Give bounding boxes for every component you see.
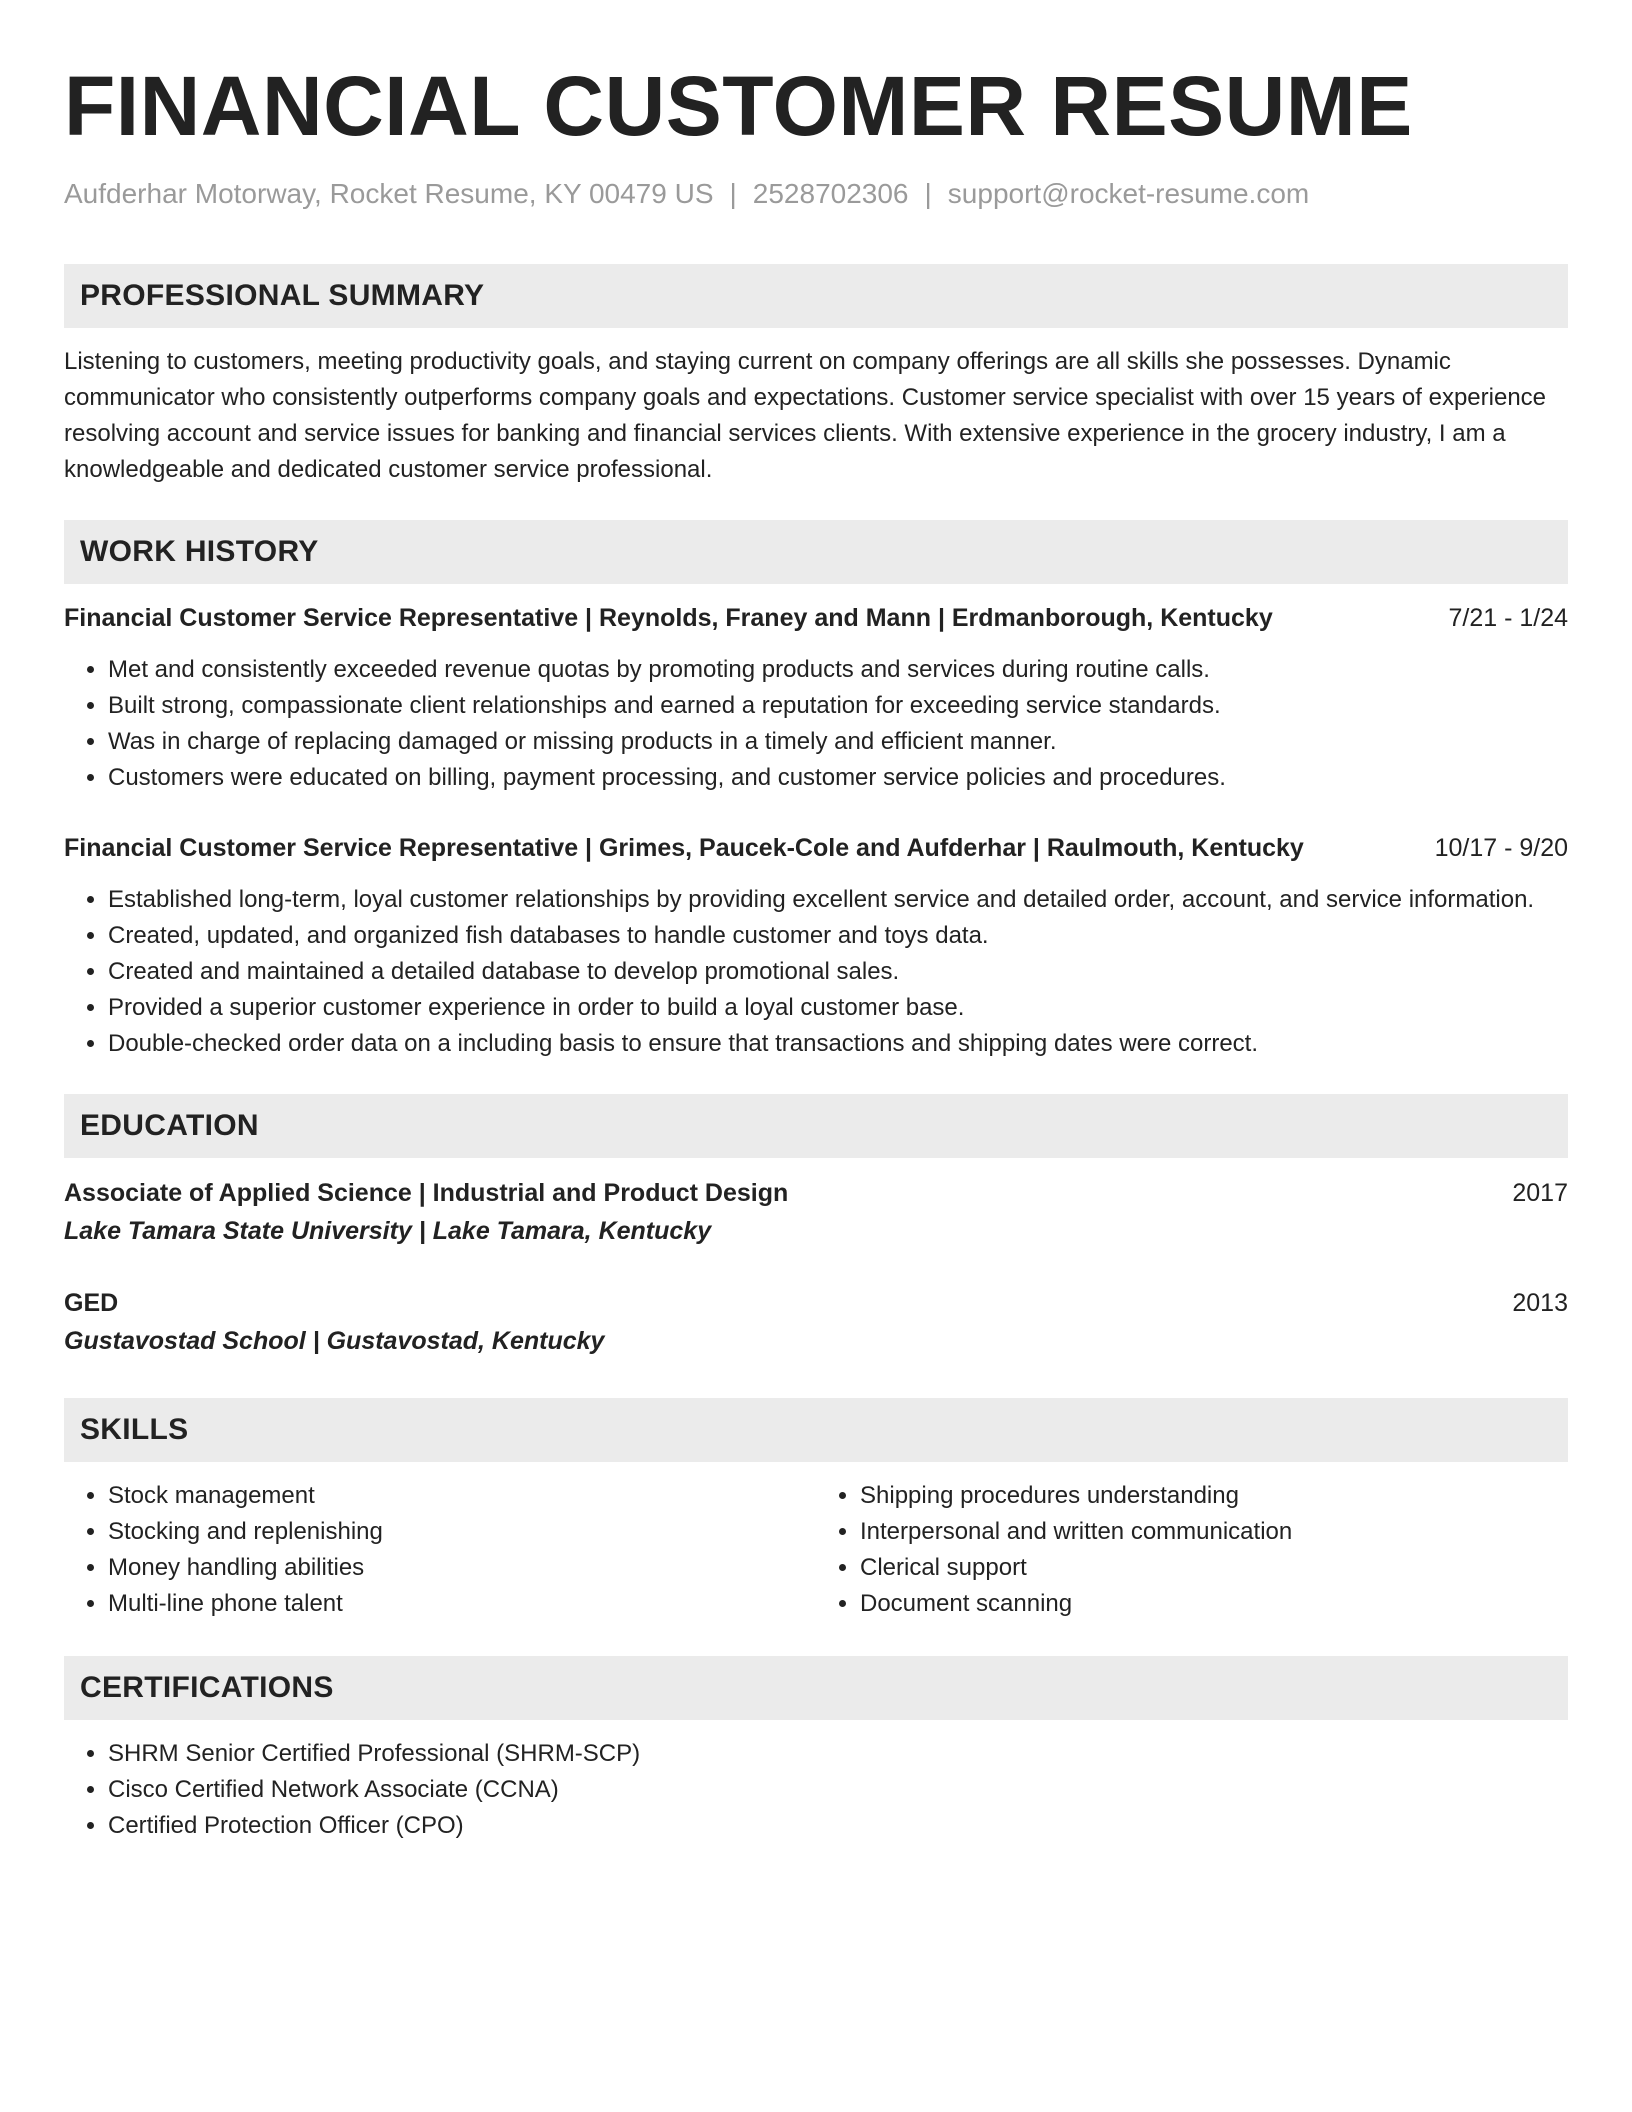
section-header-certifications: CERTIFICATIONS	[64, 1656, 1568, 1720]
education-entry	[64, 1284, 1568, 1360]
education-degree: Associate of Applied Science | Industrial and Product Design	[64, 1179, 789, 1207]
job-bullet: • Provided a superior customer experience in order to build a loyal customer base.	[108, 990, 1568, 1026]
skill-item: • Stock management	[108, 1478, 816, 1514]
job-bullets	[64, 652, 1568, 796]
job-title: Financial Customer Service Representative | Grimes, Paucek-Cole and Aufderhar | Raulmouth, Kentucky	[64, 834, 1304, 862]
education-degree: GED	[64, 1289, 119, 1317]
skill-item: • Money handling abilities	[108, 1550, 816, 1586]
skills-grid	[64, 1478, 1568, 1622]
job-bullet: • Created, updated, and organized fish databases to handle customer and toys data.	[108, 918, 1568, 954]
job-dates: 10/17 - 9/20	[1434, 834, 1568, 862]
skill-item: • Document scanning	[860, 1586, 1568, 1622]
section-header-skills: SKILLS	[64, 1398, 1568, 1462]
skills-column-left	[64, 1478, 816, 1622]
certification-item: • Cisco Certified Network Associate (CCNA)	[108, 1772, 1568, 1808]
certification-item: • Certified Protection Officer (CPO)	[108, 1808, 1568, 1844]
skill-item: • Multi-line phone talent	[108, 1586, 816, 1622]
education-year: 2013	[1512, 1289, 1568, 1317]
job-bullet: • Customers were educated on billing, payment processing, and customer service policies and procedures.	[108, 760, 1568, 796]
skill-item: • Interpersonal and written communication	[860, 1514, 1568, 1550]
job-dates: 7/21 - 1/24	[1448, 604, 1568, 632]
contact-line	[64, 176, 1568, 212]
skill-item: • Clerical support	[860, 1550, 1568, 1586]
education-entry	[64, 1174, 1568, 1250]
contact-address: Aufderhar Motorway, Rocket Resume, KY 00479 US	[64, 178, 714, 209]
job-header	[64, 600, 1568, 636]
job-bullet: • Met and consistently exceeded revenue quotas by promoting products and services during routine calls.	[108, 652, 1568, 688]
contact-separator: |	[924, 178, 932, 209]
resume-title: FINANCIAL CUSTOMER RESUME	[64, 59, 1413, 153]
skill-item: • Shipping procedures understanding	[860, 1478, 1568, 1514]
contact-email: support@rocket-resume.com	[947, 178, 1310, 209]
education-school: Gustavostad School | Gustavostad, Kentucky	[64, 1327, 605, 1355]
contact-phone: 2528702306	[752, 178, 909, 209]
certification-item: • SHRM Senior Certified Professional (SHRM-SCP)	[108, 1736, 1568, 1772]
job-bullet: • Double-checked order data on a including basis to ensure that transactions and shipping dates were correct.	[108, 1026, 1568, 1062]
job-bullets	[64, 882, 1568, 1062]
summary-text: Listening to customers, meeting productivity goals, and staying current on company offerings are all skills she possesses. Dynamic communicator who consistently outperforms company goals and expectations. Customer service specialist with over 15 years of experience resolving account and service issues for banking and financial services clients. With extensive experience in the grocery industry, I am a knowledgeable and dedicated customer service professional.	[64, 348, 1547, 483]
job-bullet: • Built strong, compassionate client relationships and earned a reputation for exceeding service standards.	[108, 688, 1568, 724]
job-bullet: • Created and maintained a detailed database to develop promotional sales.	[108, 954, 1568, 990]
education-school: Lake Tamara State University | Lake Tamara, Kentucky	[64, 1217, 712, 1245]
skills-column-right	[816, 1478, 1568, 1622]
section-header-education: EDUCATION	[64, 1094, 1568, 1158]
skill-item: • Stocking and replenishing	[108, 1514, 816, 1550]
job-header	[64, 830, 1568, 866]
job-bullet: • Established long-term, loyal customer relationships by providing excellent service and detailed order, account, and service information.	[108, 882, 1568, 918]
section-header-summary: PROFESSIONAL SUMMARY	[64, 264, 1568, 328]
job-bullet: • Was in charge of replacing damaged or missing products in a timely and efficient manner.	[108, 724, 1568, 760]
certification-list	[64, 1736, 1568, 1844]
education-year: 2017	[1512, 1179, 1568, 1207]
section-header-work-history: WORK HISTORY	[64, 520, 1568, 584]
contact-separator: |	[729, 178, 737, 209]
job-title: Financial Customer Service Representative | Reynolds, Franey and Mann | Erdmanborough, Kentucky	[64, 604, 1273, 632]
